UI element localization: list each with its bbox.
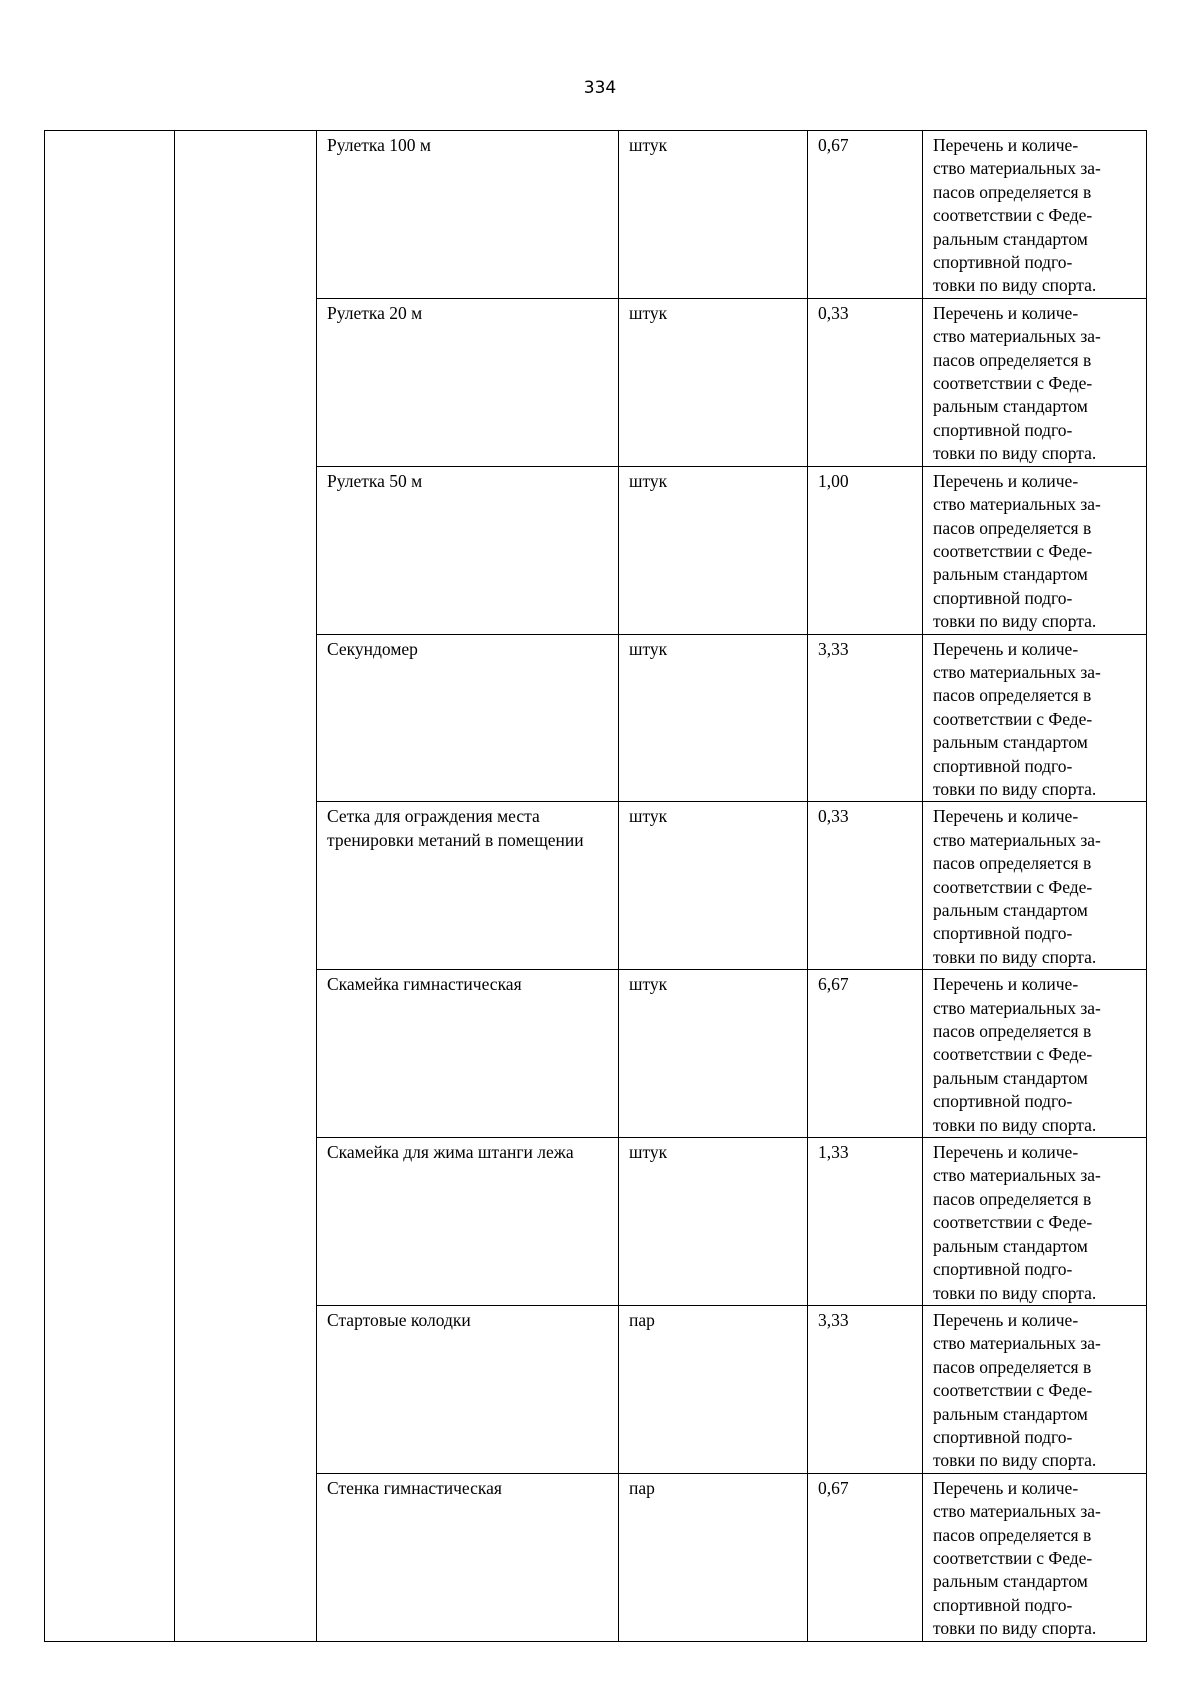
note-line: Перечень и количе- (933, 1142, 1079, 1163)
item-quantity: 3,33 (808, 1305, 923, 1473)
note-line: соответствии с Феде- (933, 1044, 1093, 1065)
note-line: товки по виду спорта. (933, 275, 1097, 296)
item-unit: штук (619, 131, 808, 299)
item-note (923, 1138, 1147, 1306)
note-line: спортивной подго- (933, 755, 1073, 776)
note-line: пасов определяется в (933, 685, 1092, 706)
item-note (923, 1305, 1147, 1473)
note-line: Перечень и количе- (933, 1477, 1079, 1498)
note-line: Перечень и количе- (933, 1309, 1079, 1330)
equipment-table (44, 130, 1147, 1642)
item-quantity: 0,33 (808, 802, 923, 970)
item-name: Рулетка 100 м (317, 131, 619, 299)
note-line: спортивной подго- (933, 1594, 1073, 1615)
note-line: пасов определяется в (933, 1356, 1092, 1377)
note-line: ство материальных за- (933, 326, 1101, 347)
item-quantity: 1,33 (808, 1138, 923, 1306)
note-line: пасов определяется в (933, 517, 1092, 538)
item-name: Скамейка гимнастическая (317, 970, 619, 1138)
note-line: соответствии с Феде- (933, 205, 1093, 226)
note-line: спортивной подго- (933, 419, 1073, 440)
note-line: ральным стандартом (933, 1067, 1088, 1088)
note-line: соответствии с Феде- (933, 876, 1093, 897)
note-line: ство материальных за- (933, 1165, 1101, 1186)
note-line: товки по виду спорта. (933, 443, 1097, 464)
note-line: товки по виду спорта. (933, 946, 1097, 967)
item-unit: штук (619, 802, 808, 970)
note-line: спортивной подго- (933, 1259, 1073, 1280)
empty-cell-col2 (175, 131, 317, 1642)
note-line: ральным стандартом (933, 564, 1088, 585)
note-line: товки по виду спорта. (933, 1114, 1097, 1135)
note-line: Перечень и количе- (933, 302, 1079, 323)
item-quantity: 3,33 (808, 634, 923, 802)
note-line: пасов определяется в (933, 853, 1092, 874)
note-line: ство материальных за- (933, 1333, 1101, 1354)
note-line: соответствии с Феде- (933, 1212, 1093, 1233)
item-name: Стенка гимнастическая (317, 1473, 619, 1641)
item-quantity: 0,67 (808, 131, 923, 299)
note-line: ральным стандартом (933, 1403, 1088, 1424)
item-name: Скамейка для жима штанги лежа (317, 1138, 619, 1306)
note-line: ральным стандартом (933, 396, 1088, 417)
note-line: пасов определяется в (933, 181, 1092, 202)
item-unit: штук (619, 298, 808, 466)
item-quantity: 0,67 (808, 1473, 923, 1641)
note-line: соответствии с Феде- (933, 540, 1093, 561)
item-note (923, 1473, 1147, 1641)
note-line: ство материальных за- (933, 494, 1101, 515)
item-unit: штук (619, 970, 808, 1138)
item-note (923, 466, 1147, 634)
item-note (923, 802, 1147, 970)
note-line: Перечень и количе- (933, 470, 1079, 491)
item-note (923, 634, 1147, 802)
note-line: Перечень и количе- (933, 638, 1079, 659)
note-line: Перечень и количе- (933, 806, 1079, 827)
note-line: пасов определяется в (933, 1524, 1092, 1545)
page-number: 334 (583, 78, 617, 98)
note-line: ральным стандартом (933, 1571, 1088, 1592)
note-line: спортивной подго- (933, 923, 1073, 944)
item-unit: штук (619, 1138, 808, 1306)
note-line: соответствии с Феде- (933, 1547, 1093, 1568)
note-line: спортивной подго- (933, 1426, 1073, 1447)
item-name: Сетка для ограждения места тренировки метаний в помещении (317, 802, 619, 970)
item-unit: пар (619, 1473, 808, 1641)
empty-cell-col1 (45, 131, 175, 1642)
note-line: товки по виду спорта. (933, 778, 1097, 799)
note-line: соответствии с Феде- (933, 708, 1093, 729)
note-line: товки по виду спорта. (933, 611, 1097, 632)
item-note (923, 970, 1147, 1138)
note-line: ральным стандартом (933, 228, 1088, 249)
item-quantity: 0,33 (808, 298, 923, 466)
item-unit: пар (619, 1305, 808, 1473)
note-line: соответствии с Феде- (933, 373, 1093, 394)
note-line: спортивной подго- (933, 252, 1073, 273)
note-line: товки по виду спорта. (933, 1450, 1097, 1471)
note-line: товки по виду спорта. (933, 1618, 1097, 1639)
note-line: ральным стандартом (933, 900, 1088, 920)
item-name: Рулетка 20 м (317, 298, 619, 466)
item-name: Рулетка 50 м (317, 466, 619, 634)
note-line: товки по виду спорта. (933, 1282, 1097, 1303)
note-line: спортивной подго- (933, 1091, 1073, 1112)
item-unit: штук (619, 634, 808, 802)
item-quantity: 1,00 (808, 466, 923, 634)
note-line: соответствии с Феде- (933, 1380, 1093, 1401)
table-row (45, 131, 1147, 299)
item-unit: штук (619, 466, 808, 634)
note-line: спортивной подго- (933, 587, 1073, 608)
note-line: Перечень и количе- (933, 974, 1079, 995)
note-line: ство материальных за- (933, 1501, 1101, 1522)
note-line: пасов определяется в (933, 1188, 1092, 1209)
note-line: ральным стандартом (933, 732, 1088, 753)
note-line: пасов определяется в (933, 349, 1092, 370)
item-note (923, 298, 1147, 466)
note-line: ство материальных за- (933, 158, 1101, 179)
item-name: Секундомер (317, 634, 619, 802)
item-note (923, 131, 1147, 299)
note-line: ство материальных за- (933, 661, 1101, 682)
item-name: Стартовые колодки (317, 1305, 619, 1473)
note-line: пасов определяется в (933, 1021, 1092, 1042)
note-line: ство материальных за- (933, 997, 1101, 1018)
note-line: ральным стандартом (933, 1235, 1088, 1256)
item-quantity: 6,67 (808, 970, 923, 1138)
note-line: ство материальных за- (933, 829, 1101, 850)
note-line: Перечень и количе- (933, 135, 1079, 155)
